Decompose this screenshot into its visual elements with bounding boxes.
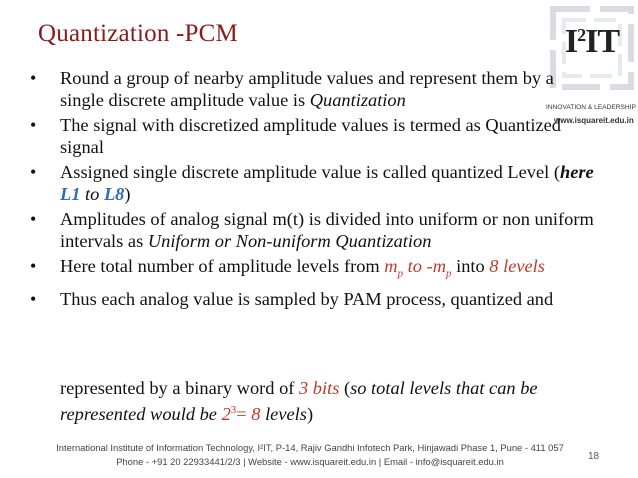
page-number: 18	[588, 451, 600, 462]
bullet-icon: •	[30, 289, 37, 310]
continuation-text: represented by a binary word of 3 bits (so total levels that can be represented would be $2^3= 8$ levels)	[60, 378, 538, 424]
list-item: • Assigned single discrete amplitude value is called quantized Level (here L1 to L8)	[30, 162, 594, 204]
slide-title: Quantization -PCM	[38, 20, 238, 47]
logo-wordmark: $I^2IT$	[564, 23, 620, 60]
bullet-icon: •	[30, 209, 37, 229]
bullet-icon: •	[30, 68, 37, 88]
logo-tagline: INNOVATION & LEADERSHIP	[546, 104, 636, 111]
list-item: • Thus each analog value is sampled by PAM process, quantized and	[30, 289, 554, 310]
list-item: • Here total number of amplitude levels from $m_p$ to $-m_p$ into 8 levels	[30, 256, 545, 280]
bullet-icon: •	[30, 256, 37, 276]
bullet-icon: •	[30, 162, 37, 182]
list-item: • Round a group of nearby amplitude values and represent them by a single discrete amplitude value is Quantization	[30, 68, 554, 110]
list-item: • The signal with discretized amplitude values is termed as Quantized signal	[30, 115, 561, 157]
logo-website: www.isquareit.edu.in	[554, 116, 634, 125]
footer-address: International Institute of Information Technology, I²IT, P-14, Rajiv Gandhi Infotech Park, Hinjawadi Phase 1, Pune - 411 057	[56, 442, 564, 453]
list-item: • Amplitudes of analog signal m(t) is divided into uniform or non uniform intervals as Uniform or Non-uniform Quantization	[30, 209, 594, 251]
bullet-icon: •	[30, 115, 37, 135]
bullet-list	[30, 68, 598, 315]
footer	[40, 441, 580, 469]
footer-contact: Phone - +91 20 22933441/2/3 | Website - www.isquareit.edu.in | Email - info@isquareit.edu.in	[116, 456, 504, 467]
